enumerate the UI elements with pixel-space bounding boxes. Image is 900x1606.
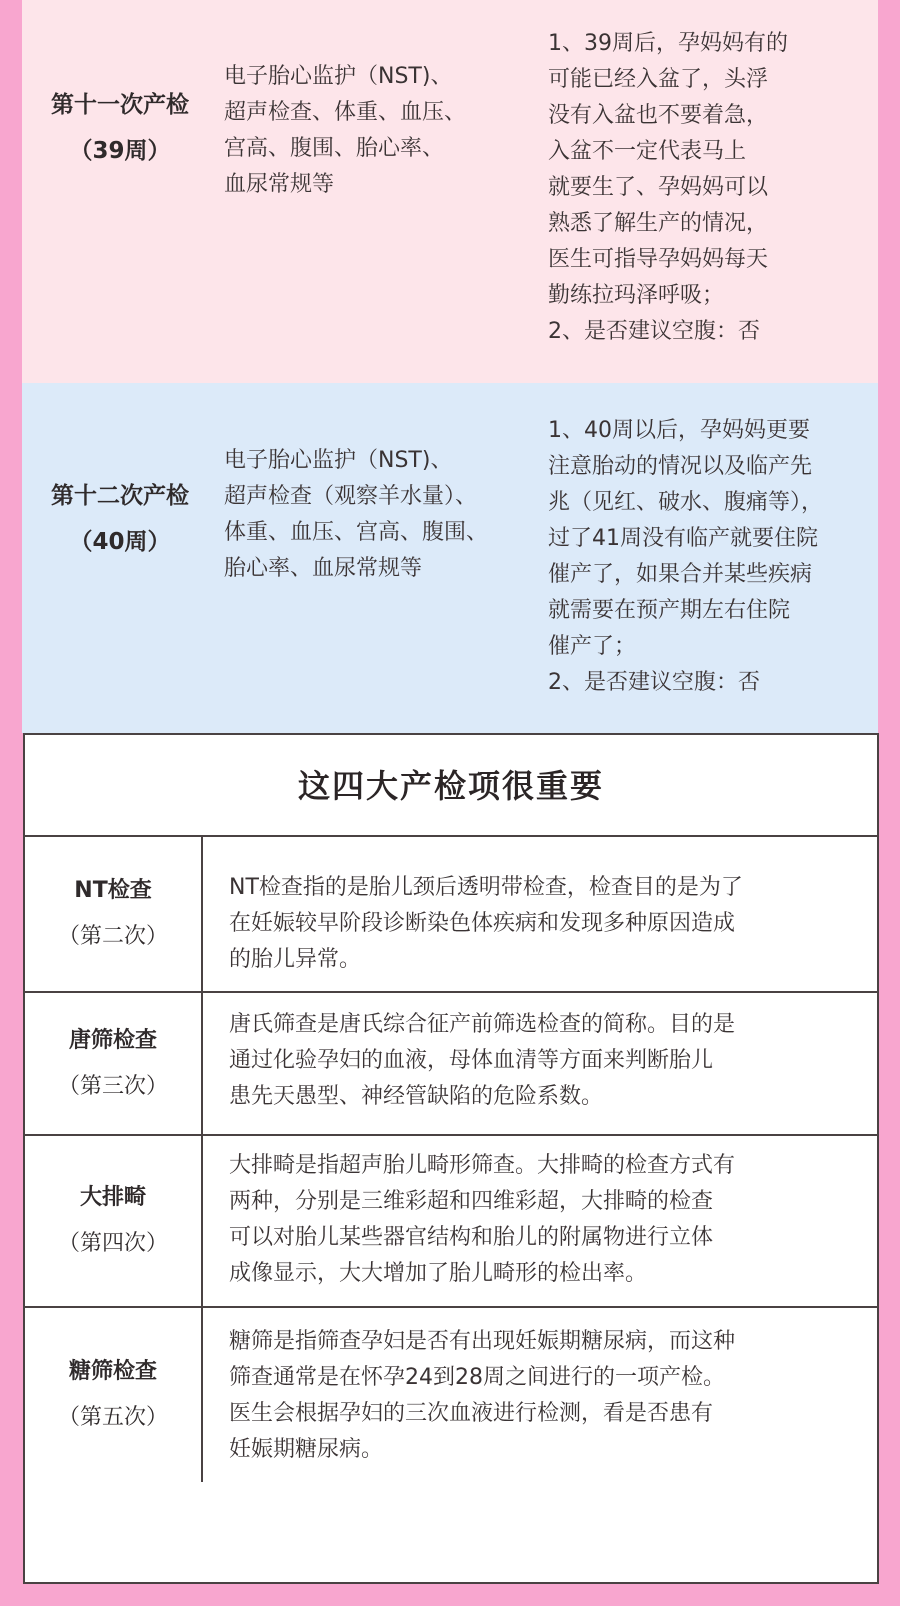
visit-item-line: 体重、血压、宫高、腹围、 (224, 520, 489, 545)
visit-note-line: 就要生了、孕妈妈可以 (548, 175, 769, 200)
check-desc-line: 唐氏筛查是唐氏综合征产前筛选检查的简称。目的是 (229, 1012, 736, 1037)
check-desc-line: NT检查指的是胎儿颈后透明带检查，检查目的是为了 (229, 875, 743, 900)
check-description (203, 1136, 877, 1306)
visit-note-line: 2、是否建议空腹：否 (548, 319, 760, 344)
visit-note-line: 入盆不一定代表马上 (548, 139, 747, 164)
check-row-tangshai-glucose (25, 1308, 877, 1482)
visit-item-line: 宫高、腹围、胎心率、 (224, 136, 445, 161)
check-row-tangshai (25, 993, 877, 1136)
visit-note-line: 催产了； (548, 634, 637, 659)
check-order: （第二次） (57, 924, 168, 949)
visit-week: （39周） (69, 138, 171, 164)
visit-note-line: 1、40周以后，孕妈妈更要 (548, 418, 810, 443)
check-desc-line: 通过化验孕妇的血液，母体血清等方面来判断胎儿 (229, 1048, 714, 1073)
visit-name-cell (22, 383, 218, 565)
check-desc-line: 两种，分别是三维彩超和四维彩超，大排畸的检查 (229, 1189, 714, 1214)
check-order: （第五次） (57, 1405, 168, 1430)
visit-note-line: 过了41周没有临产就要住院 (548, 526, 818, 551)
visit-item-line: 电子胎心监护（NST)、 (224, 64, 453, 89)
visit-note-line: 1、39周后，孕妈妈有的 (548, 31, 788, 56)
visit-item-line: 电子胎心监护（NST)、 (224, 448, 453, 473)
visit-row-11 (22, 0, 878, 383)
visit-item-line: 超声检查（观察羊水量）、 (224, 484, 478, 509)
visit-item-line: 超声检查、体重、血压、 (224, 100, 467, 125)
check-name: 糖筛检查 (68, 1359, 157, 1384)
visit-name: 第十一次产检 (51, 92, 189, 118)
visit-note-line: 兆（见红、破水、腹痛等）， (548, 490, 824, 515)
visit-item-line: 血尿常规等 (224, 172, 335, 197)
check-name: NT检查 (74, 878, 152, 903)
check-description (203, 1308, 877, 1482)
visit-note-line: 没有入盆也不要着急， (548, 103, 769, 128)
visit-note-line: 注意胎动的情况以及临产先 (548, 454, 813, 479)
important-checks-table (23, 733, 879, 1584)
visit-row-12 (22, 383, 878, 733)
check-name-cell (25, 1308, 203, 1482)
check-name-cell (25, 837, 203, 991)
check-desc-line: 成像显示，大大增加了胎儿畸形的检出率。 (229, 1261, 648, 1286)
visit-note-line: 医生可指导孕妈妈每天 (548, 247, 769, 272)
check-name: 大排畸 (79, 1185, 146, 1210)
check-row-nt (25, 837, 877, 993)
prenatal-visit-table (22, 0, 878, 733)
check-desc-line: 患先天愚型、神经管缺陷的危险系数。 (229, 1084, 604, 1109)
check-desc-line: 大排畸是指超声胎儿畸形筛查。大排畸的检查方式有 (229, 1153, 736, 1178)
check-name-cell (25, 1136, 203, 1306)
check-desc-line: 的胎儿异常。 (229, 947, 362, 972)
check-order: （第四次） (57, 1231, 168, 1256)
visit-name: 第十二次产检 (51, 483, 189, 509)
visit-item-line: 胎心率、血尿常规等 (224, 556, 423, 581)
visit-note-line: 可能已经入盆了，头浮 (548, 67, 769, 92)
check-row-dapaiji (25, 1136, 877, 1308)
check-desc-line: 可以对胎儿某些器官结构和胎儿的附属物进行立体 (229, 1225, 714, 1250)
visit-note-line: 勤练拉玛泽呼吸； (548, 283, 725, 308)
check-desc-line: 筛查通常是在怀孕24到28周之间进行的一项产检。 (229, 1365, 725, 1390)
check-desc-line: 糖筛是指筛查孕妇是否有出现妊娠期糖尿病，而这种 (229, 1329, 736, 1354)
visit-notes-cell (534, 383, 878, 701)
check-description (203, 993, 877, 1134)
check-desc-line: 妊娠期糖尿病。 (229, 1437, 384, 1462)
check-name-cell (25, 993, 203, 1134)
important-title: 这四大产检项很重要 (25, 735, 877, 837)
check-name: 唐筛检查 (68, 1027, 157, 1053)
visit-items-cell (218, 0, 534, 203)
visit-week: （40周） (69, 529, 171, 555)
check-desc-line: 在妊娠较早阶段诊断染色体疾病和发现多种原因造成 (229, 911, 736, 936)
check-order: （第三次） (57, 1073, 168, 1099)
visit-notes-cell (534, 0, 878, 350)
visit-note-line: 就需要在预产期左右住院 (548, 598, 791, 623)
visit-note-line: 2、是否建议空腹：否 (548, 670, 760, 695)
visit-name-cell (22, 0, 218, 174)
visit-note-line: 熟悉了解生产的情况， (548, 211, 769, 236)
check-desc-line: 医生会根据孕妇的三次血液进行检测，看是否患有 (229, 1401, 714, 1426)
visit-note-line: 催产了，如果合并某些疾病 (548, 562, 813, 587)
check-description (203, 837, 877, 991)
visit-items-cell (218, 383, 534, 587)
